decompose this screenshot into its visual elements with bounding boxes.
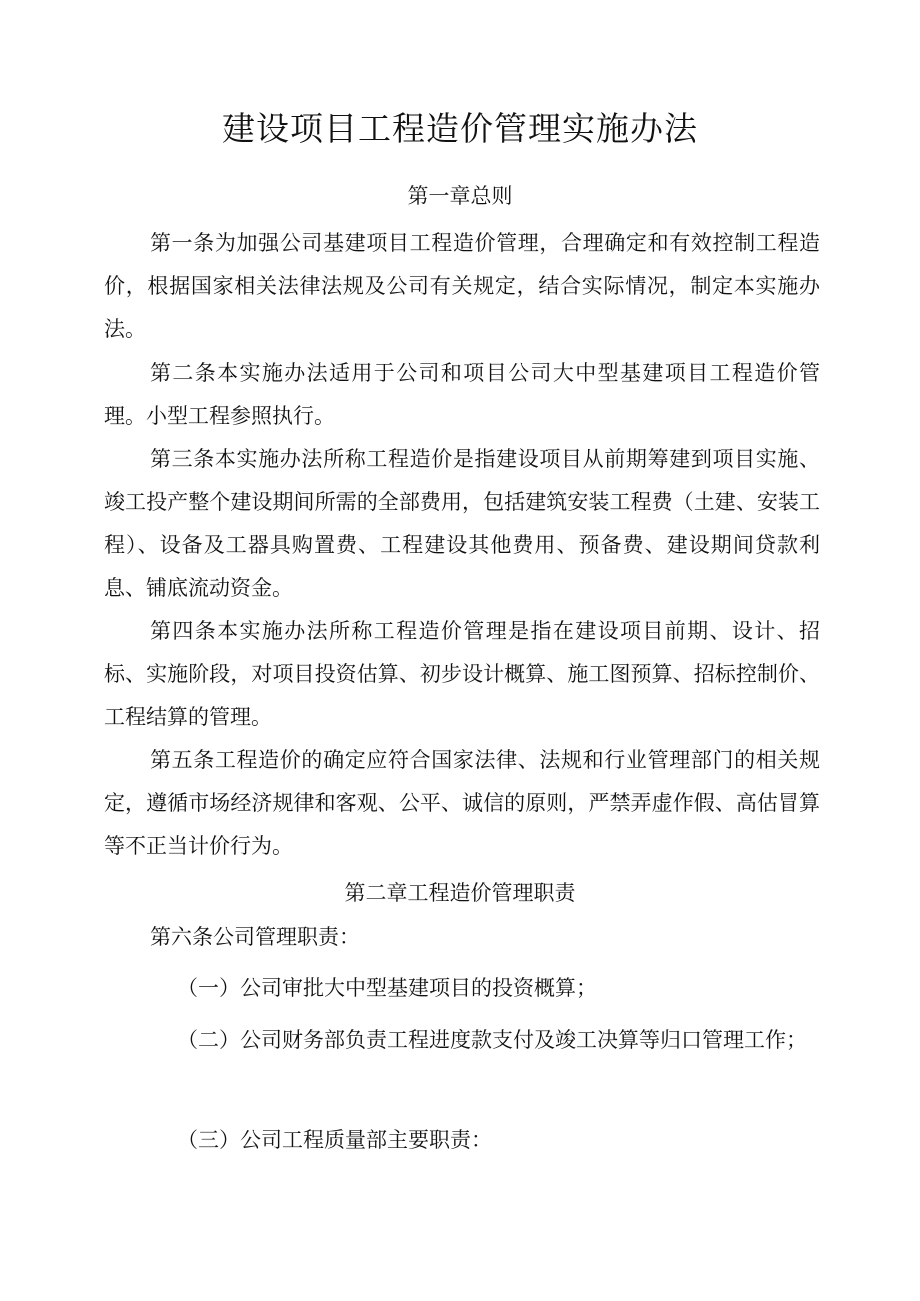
duty-item-2: （二）公司财务部负责工程进度款支付及竣工决算等归口管理工作； [177,1028,807,1052]
article-5: 第五条工程造价的确定应符合国家法律、法规和行业管理部门的相关规定，遵循市场经济规律和客观、公平、诚信的原则，严禁弄虚作假、高估冒算等不正当计价行为。 [104,748,820,858]
article-3: 第三条本实施办法所称工程造价是指建设项目从前期筹建到项目实施、竣工投产整个建设期间所需的全部费用，包括建筑安装工程费（土建、安装工程）、设备及工器具购置费、工程建设其他费用、预备费、建设期间贷款利息、铺底流动资金。 [104,447,820,600]
chapter-heading-2: 第二章工程造价管理职责 [344,881,576,905]
article-4: 第四条本实施办法所称工程造价管理是指在建设项目前期、设计、招标、实施阶段，对项目投资估算、初步设计概算、施工图预算、招标控制价、工程结算的管理。 [104,619,820,729]
article-2: 第二条本实施办法适用于公司和项目公司大中型基建项目工程造价管理。小型工程参照执行。 [104,361,820,428]
article-6: 第六条公司管理职责： [150,925,360,949]
chapter-heading-1: 第一章总则 [407,184,513,208]
duty-item-3: （三）公司工程质量部主要职责： [177,1128,492,1152]
duty-item-1: （一）公司审批大中型基建项目的投资概算； [177,976,597,1000]
document-title: 建设项目工程造价管理实施办法 [222,109,698,148]
article-1: 第一条为加强公司基建项目工程造价管理，合理确定和有效控制工程造价，根据国家相关法律法规及公司有关规定，结合实际情况，制定本实施办法。 [104,231,820,341]
